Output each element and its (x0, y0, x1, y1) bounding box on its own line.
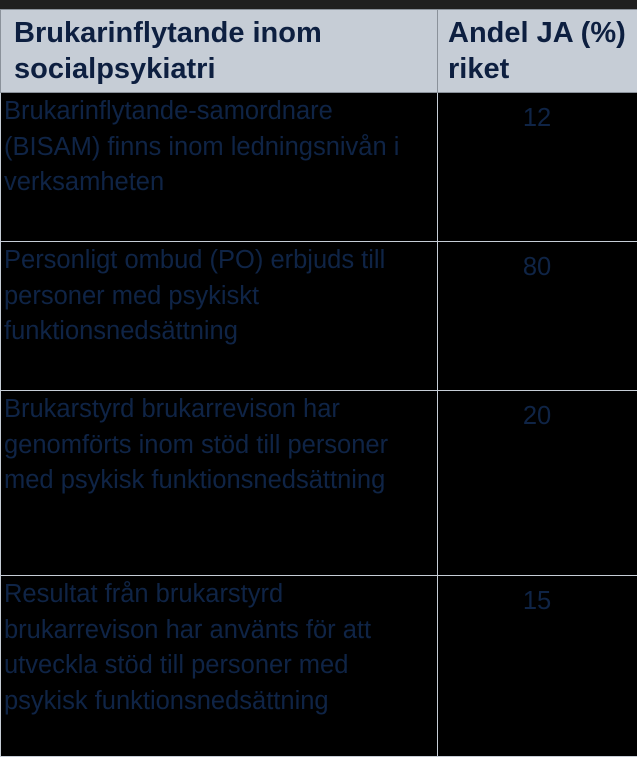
table-row (1, 242, 637, 391)
row-value: 20 (438, 391, 637, 576)
top-bar (0, 0, 637, 9)
header-label: Brukarinflytande inom socialpsykiatri (1, 10, 438, 93)
row-label: Brukarstyrd brukarrevison har genomförts inom stöd till personer med psykisk funktionsnedsättning (1, 391, 438, 576)
table-row (1, 93, 637, 242)
table-row (1, 576, 637, 757)
row-value: 80 (438, 242, 637, 391)
row-label: Personligt ombud (PO) erbjuds till personer med psykiskt funktionsnedsättning (1, 242, 438, 391)
data-table (0, 9, 637, 757)
table-row (1, 391, 637, 576)
table-body (1, 93, 637, 757)
row-value: 12 (438, 93, 637, 242)
table-header (1, 10, 637, 93)
row-value: 15 (438, 576, 637, 757)
header-value: Andel JA (%) riket (438, 10, 637, 93)
row-label: Brukarinflytande-samordnare (BISAM) finns inom ledningsnivån i verksamheten (1, 93, 438, 242)
row-label: Resultat från brukarstyrd brukarrevison har använts för att utveckla stöd till personer med psykisk funktionsnedsättning (1, 576, 438, 757)
header-row (1, 10, 637, 93)
